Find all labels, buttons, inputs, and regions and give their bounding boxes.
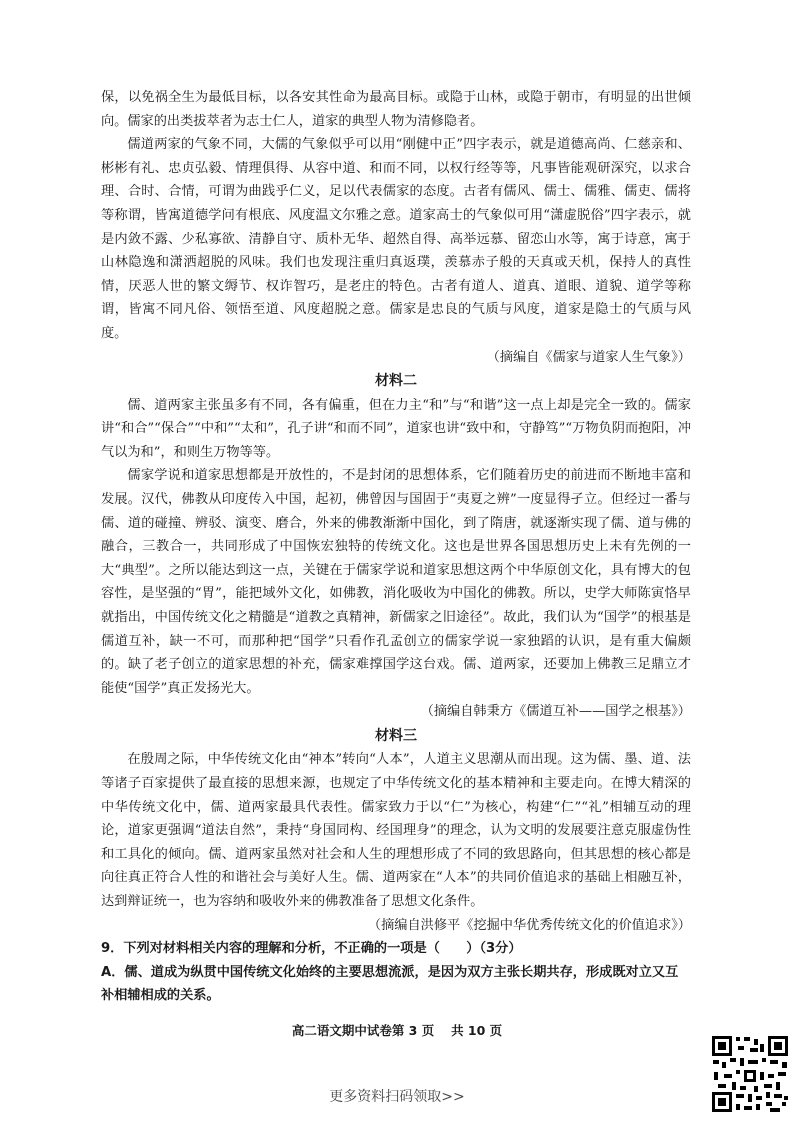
material3-heading: 材料三 [375,727,417,744]
material1-source: （摘编自《儒家与道家人生气象》） [486,349,691,365]
material1-paragraph-2: 儒道两家的气象不同，大儒的气象似乎可以用“刚健中正”四字表示，就是道德高尚、仁慈亲和、彬彬有礼、忠贞弘毅、情理俱得、从容中道、和而不同，以权行经等等，凡事皆能观研深究，以求合理、合时、合情，可谓为曲践乎仁义，足以代表儒家的态度。古者有儒风、儒士、儒雅、儒吏、儒将等称谓，皆寓道德学问有根底、风度温文尔雅之意。道家高士的气象似可用“潇虚脱俗”四字表示，就是内敛不露、少私寡欲、清静自守、质朴无华、超然自得、高举远慕、留恋山水等，寓于诗意，寓于山林隐逸和潇洒超脱的风味。我们也发现注重归真返璞，羡慕赤子般的天真或天机，保持人的真性情，厌恶人世的繁文缛节、权诈智巧，是老庄的特色。古者有道人、道真、道眼、道貌、道学等称谓，皆寓不同凡俗、领悟至道、风度超脱之意。儒家是忠良的气质与风度，道家是隐士的气质与风度。 [101,137,691,341]
material2-paragraph-2: 儒家学说和道家思想都是开放性的，不是封闭的思想体系，它们随着历史的前进而不断地丰富和发展。汉代，佛教从印度传入中国，起初，佛曾因与国固于“夷夏之辨”一度显得孑立。但经过一番与儒、道的碰撞、辨驳、演变、磨合，外来的佛教渐渐中国化，到了隋唐，就逐渐实现了儒、道与佛的融合，三教合一，共同形成了中国恢宏独特的传统文化。这也是世界各国思想历史上未有先例的一大“典型”。之所以能达到这一点，关键在于儒家学说和道家思想这两个中华原创文化，具有博大的包容性，是坚强的“胃”，能把域外文化，如佛教，消化吸收为中国化的佛教。所以，史学大师陈寅恪早就指出，中国传统文化之精髓是“道教之真精神，新儒家之旧途径”。故此，我们认为“国学”的根基是儒道互补，缺一不可，而那种把“国学”只看作孔孟创立的儒家学说一家独蹈的认识，是有重大偏颇的。缺了老子创立的道家思想的补充，儒家难撑国学这台戏。儒、道两家，还要加上佛教三足鼎立才能使“国学”真正发扬光大。 [101,468,691,696]
material3-source: （摘编自洪修平《挖掘中华优秀传统文化的价值追求》） [367,917,691,933]
document-body [101,86,691,1008]
qr-code-icon[interactable] [710,1034,790,1114]
page-footer: 高二语文期中试卷第 3 页 共 10 页 [291,1023,503,1038]
material2-source: （摘编自韩秉方《儒道互补——国学之根基》） [420,704,691,720]
material3-paragraph-1: 在殷周之际，中华传统文化由“神本”转向“人本”，人道主义思潮从而出现。这为儒、墨、道、法等诸子百家提供了最直接的思想来源，也规定了中华传统文化的基本精神和主要走向。在博大精深的中华传统文化中，儒、道两家最具代表性。儒家致力于以“仁”为核心，构建“仁”“礼”相辅互动的理论，道家更强调“道法自然”，秉持“身国同构、经国理身”的理念，认为文明的发展要注意克服虚伪性和工具化的倾向。儒、道两家虽然对社会和人生的理想形成了不同的致思路向，但其思想的核心都是向往真正符合人性的和谐社会与美好人生。儒、道两家在“人本”的共同价值追求的基础上相融互补，达到辩证统一，也为容纳和吸收外来的佛教准备了思想文化条件。 [101,752,691,909]
question-9-option-a: A．儒、道成为纵贯中国传统文化始终的主要思想流派，是因为双方主张长期共存，形成既对立又互补相辅相成的关系。 [101,964,679,1004]
material2-heading: 材料二 [375,373,417,390]
material1-paragraph-tail: 保，以免祸全生为最低目标，以各安其性命为最高目标。或隐于山林，或隐于朝市，有明显的出世倾向。儒家的出类拔萃者为志士仁人，道家的典型人物为清修隐者。 [101,90,691,129]
more-resources-link[interactable]: 更多资料扫码领取>> [329,1089,465,1105]
material2-paragraph-1: 儒、道两家主张虽多有不同，各有偏重，但在力主“和”与“和谐”这一点上却是完全一致的。儒家讲“和合”“保合”“中和”“太和”，孔子讲“和而不同”，道家也讲“致中和，守静笃”“万物负阴而抱阳，冲气以为和”，和则生万物等等。 [101,397,691,460]
question-9-stem: 9．下列对材料相关内容的理解和分析，不正确的一项是（ ）（3分） [101,941,522,957]
